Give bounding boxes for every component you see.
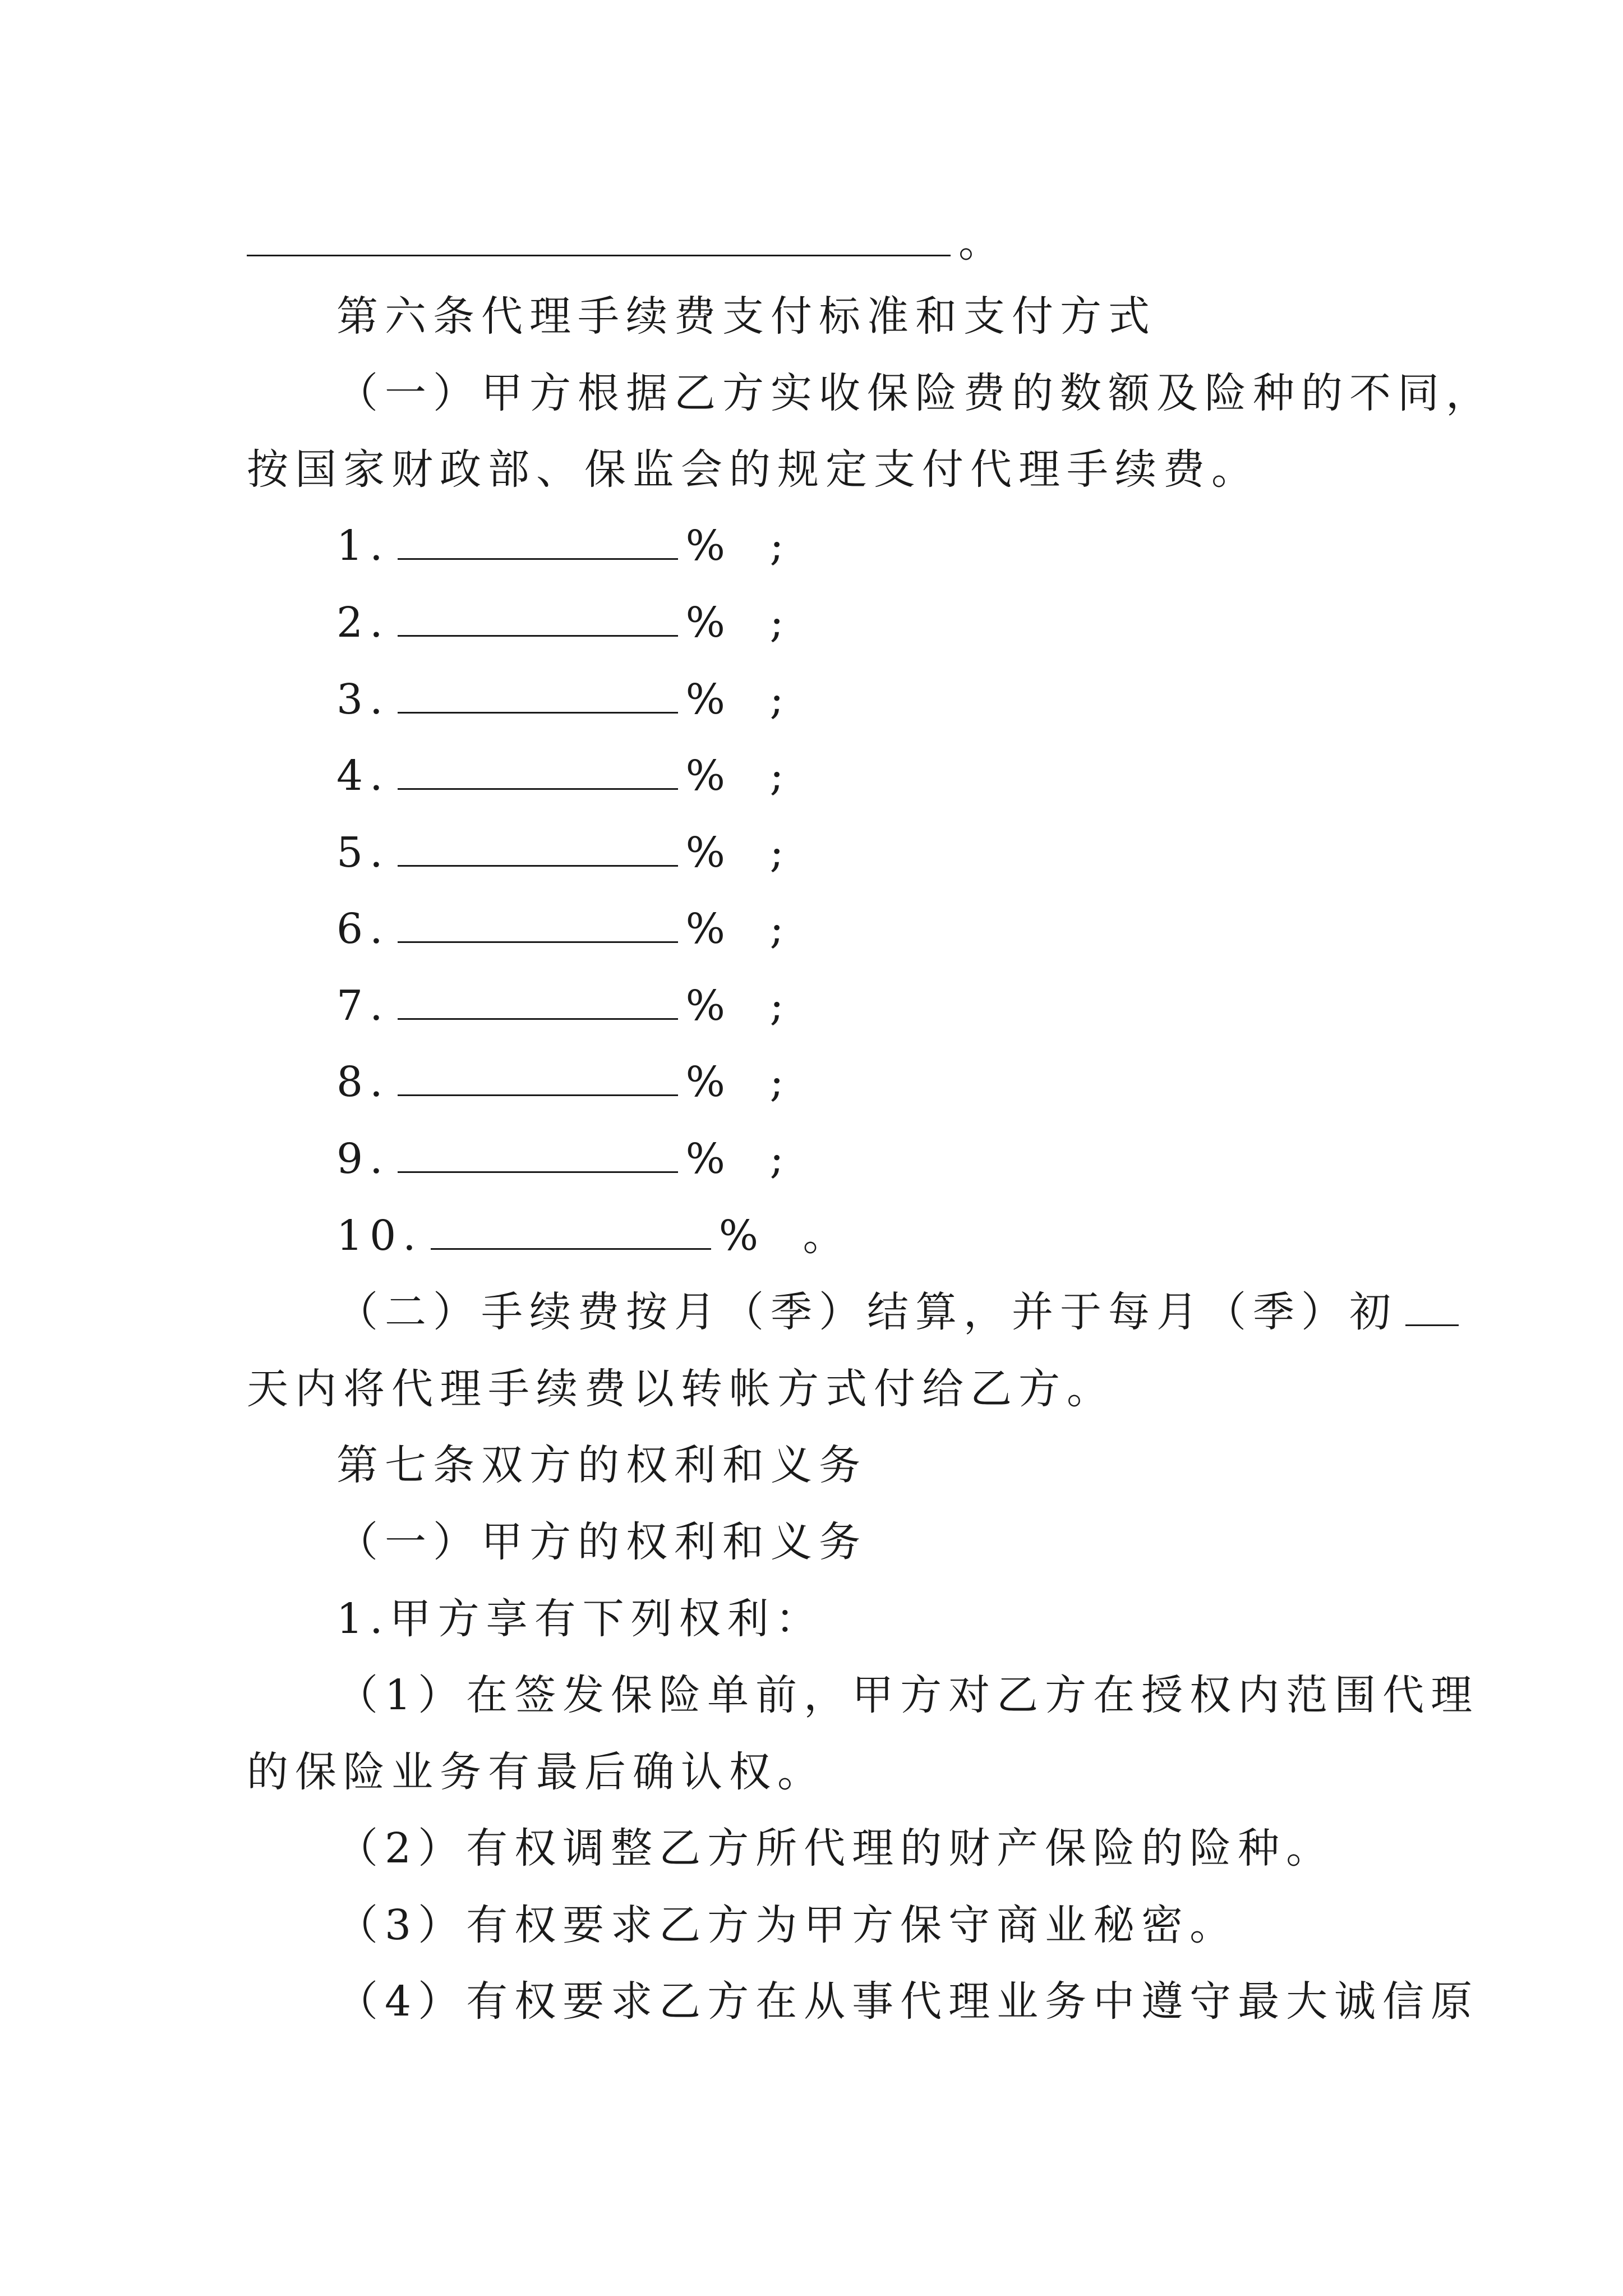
article-7-item1: 1.甲方享有下列权利：: [336, 1595, 824, 1643]
rate-item-1: [336, 522, 800, 570]
rate-blank[interactable]: [398, 712, 678, 714]
item-number: 8.: [336, 1058, 390, 1106]
item-suffix: % ;: [685, 905, 800, 953]
rate-blank[interactable]: [398, 1018, 678, 1020]
para2-text: （二）手续费按月（季）结算，并于每月（季）初: [336, 1288, 1398, 1336]
article-7-r2: （2）有权调整乙方所代理的财产保险的险种。: [336, 1824, 1335, 1872]
article-6-para1-line1: （一）甲方根据乙方实收保险费的数额及险种的不同，: [336, 369, 1494, 417]
item-number: 5.: [336, 829, 390, 877]
item-suffix: % ;: [685, 1058, 800, 1106]
rate-item-6: [336, 905, 800, 953]
item-number: 6.: [336, 905, 390, 953]
rate-blank[interactable]: [398, 788, 678, 790]
item-suffix: % 。: [718, 1212, 860, 1260]
rate-item-3: [336, 675, 800, 724]
item-number: 7.: [336, 982, 390, 1030]
item-number: 9.: [336, 1135, 390, 1183]
rate-blank[interactable]: [398, 1094, 678, 1096]
rate-blank[interactable]: [398, 558, 678, 560]
article-6-para2-line2: 天内将代理手续费以转帐方式付给乙方。: [247, 1365, 1115, 1413]
item-suffix: % ;: [685, 522, 800, 570]
rate-item-4: [336, 752, 800, 800]
article-7-title: 第七条双方的权利和义务: [336, 1441, 867, 1489]
item-suffix: % ;: [685, 752, 800, 800]
article-6-para2-line1: [336, 1288, 1459, 1336]
blank-line-row: [247, 218, 1007, 266]
rate-blank[interactable]: [398, 635, 678, 637]
article-6-title: 第六条代理手续费支付标准和支付方式: [336, 292, 1156, 341]
rate-item-5: [336, 829, 800, 877]
item-number: 10.: [336, 1212, 423, 1260]
item-number: 4.: [336, 752, 390, 800]
item-number: 2.: [336, 599, 390, 647]
rate-blank[interactable]: [398, 865, 678, 867]
fill-in-blank[interactable]: [247, 255, 951, 256]
article-7-r1-line2: 的保险业务有最后确认权。: [247, 1748, 826, 1796]
rate-blank[interactable]: [431, 1248, 711, 1250]
article-7-sub1: （一）甲方的权利和义务: [336, 1518, 867, 1566]
rate-blank[interactable]: [398, 941, 678, 943]
rate-item-2: [336, 599, 800, 647]
item-number: 3.: [336, 675, 390, 724]
item-suffix: % ;: [685, 599, 800, 647]
article-7-r3: （3）有权要求乙方为甲方保守商业秘密。: [336, 1901, 1238, 1949]
item-suffix: % ;: [685, 1135, 800, 1183]
rate-item-9: [336, 1135, 800, 1183]
item-number: 1.: [336, 522, 390, 570]
article-6-para1-line2: 按国家财政部、保监会的规定支付代理手续费。: [247, 445, 1260, 494]
rate-item-8: [336, 1058, 800, 1106]
rate-blank[interactable]: [398, 1171, 678, 1173]
item-suffix: % ;: [685, 675, 800, 724]
item-suffix: % ;: [685, 982, 800, 1030]
article-7-r1-line1: （1）在签发保险单前，甲方对乙方在授权内范围代理: [336, 1671, 1479, 1719]
days-blank[interactable]: [1405, 1324, 1459, 1326]
rate-item-10: [336, 1212, 860, 1260]
period: 。: [958, 218, 1007, 266]
item-suffix: % ;: [685, 829, 800, 877]
article-7-r4: （4）有权要求乙方在从事代理业务中遵守最大诚信原: [336, 1977, 1479, 2026]
rate-item-7: [336, 982, 800, 1030]
